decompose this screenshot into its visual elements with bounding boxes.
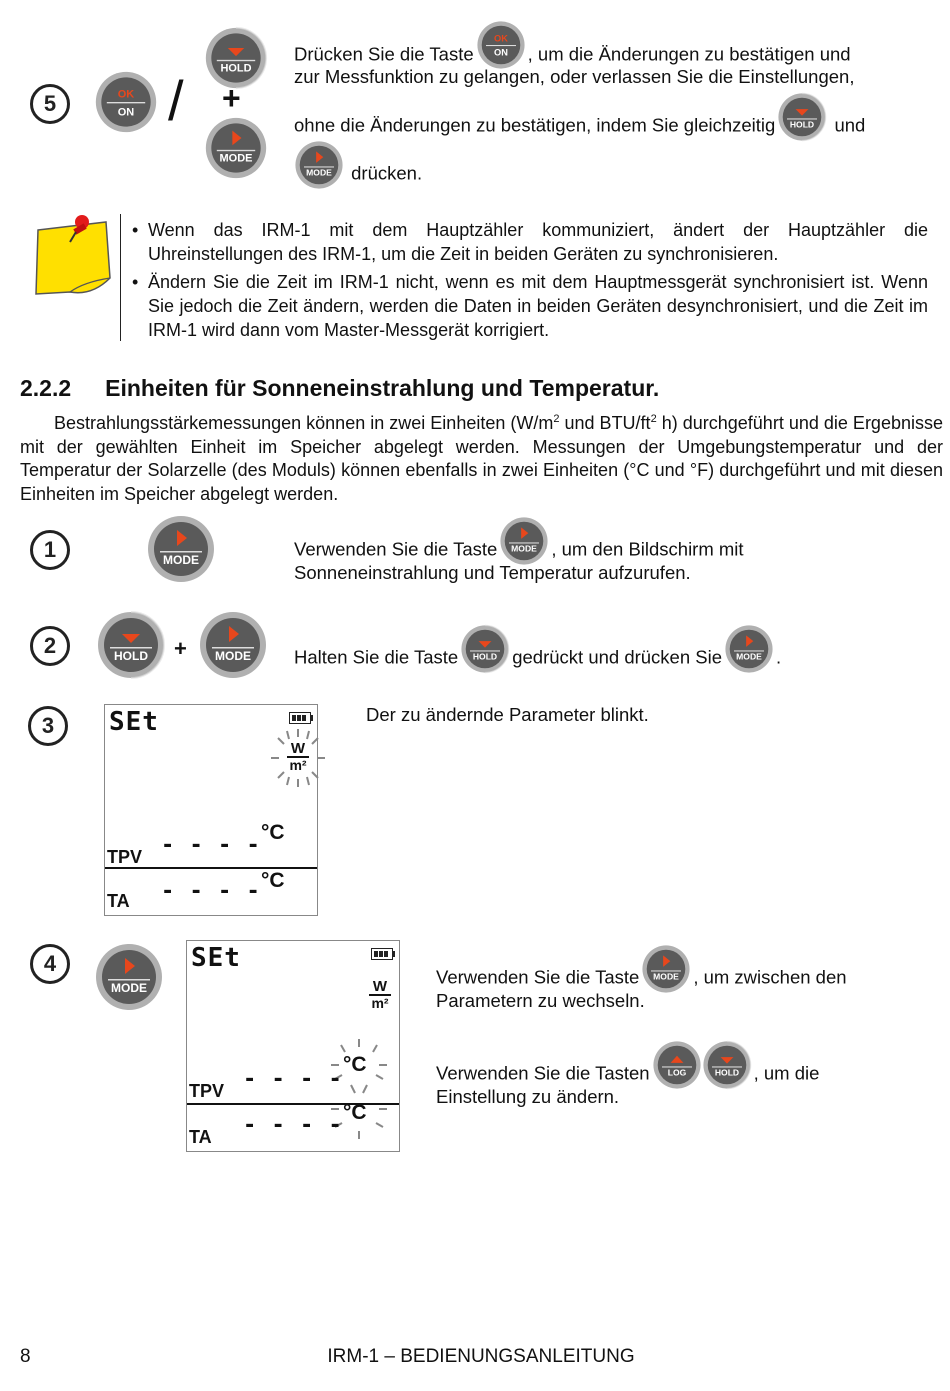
note-divider [120,214,121,341]
plus-sign: + [222,80,241,116]
step-1-number: 1 [30,530,70,570]
note-pin-icon [32,212,114,303]
tpv-value-dashes: - - - - [161,833,261,858]
step-4-text-1: Verwenden Sie die Taste MODE , um zwischen den Parametern zu wechseln. [436,954,936,1016]
tpv-celsius-unit: °C [343,1053,367,1076]
step-5-number: 5 [30,84,70,124]
step-4-number: 4 [30,944,70,984]
svg-text:MODE: MODE [215,649,251,663]
svg-text:HOLD: HOLD [220,62,252,75]
section-number: 2.2.2 [20,375,72,401]
hold-inline-icon [702,1050,752,1099]
footer-title: IRM-1 – BEDIENUNGSANLEITUNG [327,1346,635,1367]
svg-text:MODE: MODE [306,167,332,178]
ta-label: TA [107,891,130,911]
lcd-screen-step4 [186,940,400,1152]
on-label: ON [117,106,135,119]
lcd-set-label: SEt [191,943,241,973]
svg-text:MODE: MODE [736,651,762,662]
mode-inline-icon [294,150,344,199]
svg-text:HOLD: HOLD [114,649,148,663]
svg-text:HOLD: HOLD [473,651,498,662]
ok-label: OK [117,88,135,101]
note-content [128,218,928,342]
svg-text:MODE: MODE [653,971,680,982]
ta-celsius-unit: °C [261,869,285,892]
hold-button-icon [96,610,166,680]
mode-button-icon [204,116,268,180]
mode-inline-icon [641,954,691,1003]
ta-label: TA [189,1127,212,1147]
note-item-1: • Wenn das IRM-1 mit dem Hauptzähler kommuniziert, ändert der Hauptzähler die Uhreinstellungen des IRM-1, um die Zeit in beiden Geräten zu synchronisieren. [128,218,928,266]
step-3-number: 3 [28,706,68,746]
tpv-celsius-unit: °C [261,821,285,844]
note-item-2: • Ändern Sie die Zeit im IRM-1 nicht, wenn es mit dem Hauptmessgerät synchronisiert ist. Wenn Sie jedoch die Zeit ändern, werden die Daten in beiden Geräten desynchronisiert, und die Zeit im IRM-1 wird dann vom Master-Messgerät korrigiert. [128,270,928,342]
plus-sign: + [174,636,187,661]
lcd-divider [187,1103,399,1105]
mode-inline-icon [724,634,774,683]
lcd-screen-step3 [104,704,318,916]
svg-text:MODE: MODE [163,553,199,567]
ta-value-dashes: - - - - [243,1113,343,1138]
unit-w-per-m2: W m² [287,741,309,773]
slash-separator: / [168,69,184,132]
tpv-label: TPV [189,1081,225,1101]
step-1-text: Verwenden Sie die Taste MODE , um den Bildschirm mit Sonneneinstrahlung und Temperatur aufzurufen. [294,526,934,588]
step-2-text: Halten Sie die Taste HOLD gedrückt und drücken Sie MODE . [294,634,934,683]
ta-value-dashes: - - - - [161,879,261,904]
mode-button-icon [146,514,216,584]
svg-text:MODE: MODE [111,981,147,995]
step-2-number: 2 [30,626,70,666]
section-title: Einheiten für Sonneneinstrahlung und Temperatur. [105,375,660,401]
mode-button-icon [198,610,268,680]
svg-text:ON: ON [493,47,508,58]
page-number: 8 [20,1346,31,1367]
step-5-text: Drücken Sie die Taste OK ON , um die Änderungen zu bestätigen und zur Messfunktion zu gelangen, oder verlassen Sie die Einstellungen, ohne die Änderungen zu bestätigen, indem Sie gleichzeitig HOLD und MODE drücken. [294,32,934,190]
unit-w-per-m2: W m² [369,979,391,1011]
log-inline-icon [652,1050,702,1099]
svg-text:LOG: LOG [667,1067,686,1078]
svg-text:HOLD: HOLD [790,119,815,130]
tpv-label: TPV [107,847,143,867]
step-3-text: Der zu ändernde Parameter blinkt. [366,704,649,725]
section-paragraph: Bestrahlungsstärkemessungen können in zwei Einheiten ($W/m^2$ und BTU/$ft^2$ h) durchgeführt und die Ergebnisse mit der gewählten Einheit im Speicher abgelegt werden. Messungen der Umgebungstemperatur und der Temperatur der Solarzelle (des Moduls) können ebenfalls in zwei Einheiten (°C und °F) durchgeführt und mit diesen Einheiten im Speicher abgelegt werden. [20,413,943,504]
hold-inline-icon [777,102,827,151]
svg-text:MODE: MODE [219,152,253,165]
svg-text:HOLD: HOLD [714,1067,739,1078]
mode-button-icon [94,942,164,1012]
step-4-text-2: Verwenden Sie die Tasten LOG HOLD , um die Einstellung zu ändern. [436,1050,936,1112]
hold-inline-icon [460,634,510,683]
lcd-divider [105,867,317,869]
svg-text:OK: OK [493,33,508,44]
tpv-value-dashes: - - - - [243,1067,343,1092]
section-heading [20,375,659,402]
lcd-set-label: SEt [109,707,159,737]
ta-celsius-unit: °C [343,1101,367,1124]
svg-text:MODE: MODE [511,543,538,554]
ok-on-button-icon [94,70,158,134]
battery-icon [371,947,395,966]
